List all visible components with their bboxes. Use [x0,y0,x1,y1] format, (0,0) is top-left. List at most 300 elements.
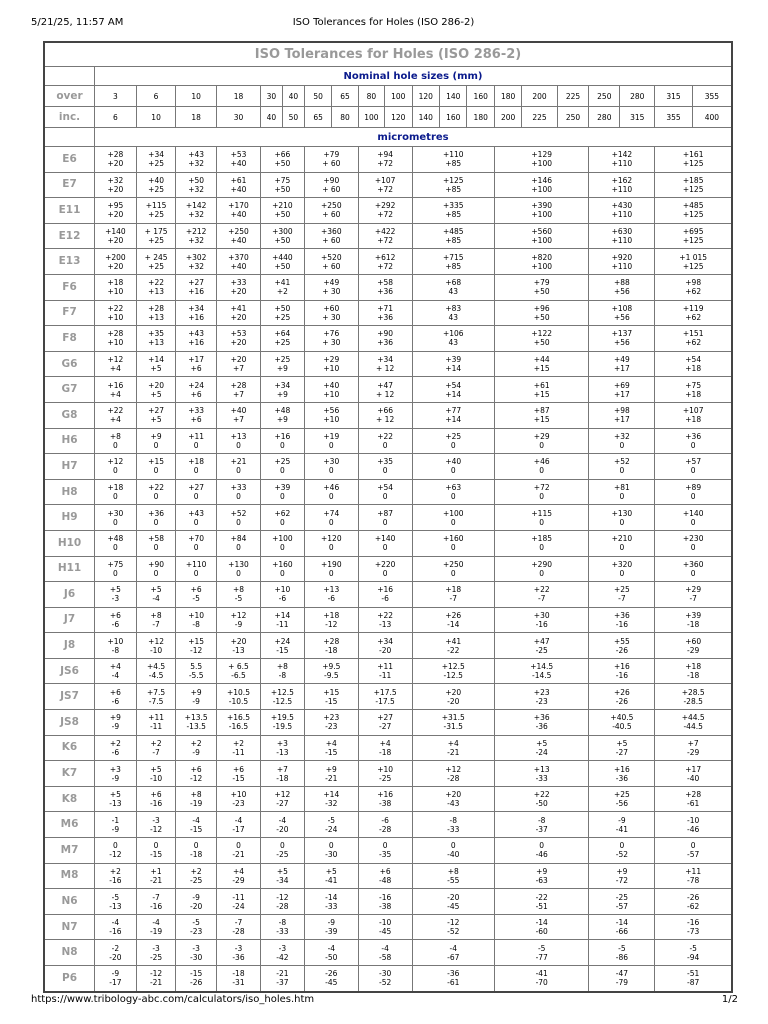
upper-deviation: -16 [379,892,392,902]
tolerance-cell [95,658,137,684]
lower-deviation: 0 [113,466,118,476]
tolerance-cell [655,889,732,915]
tolerance-cell [655,505,732,531]
tolerance-cell [260,249,304,275]
table-row [44,326,732,352]
upper-deviation: +18 [107,483,124,493]
upper-deviation: +33 [230,483,247,493]
over-size-cell: 80 [358,86,384,107]
lower-deviation: 0 [619,568,625,578]
lower-deviation: +125 [682,159,704,169]
lower-deviation: -17.5 [375,696,395,706]
upper-deviation: +140 [105,227,126,237]
lower-deviation: 0 [113,543,118,553]
tolerance-cell [136,940,176,966]
upper-deviation: +185 [682,175,704,185]
lower-deviation: -33 [276,927,289,937]
lower-deviation: -50 [535,799,548,809]
upper-deviation: +4 [379,738,391,748]
tolerance-cell [304,582,358,608]
print-datetime: 5/21/25, 11:57 AM [31,17,124,28]
lower-deviation: 0 [619,492,625,502]
tolerance-cell [217,505,261,531]
tolerance-cell [304,223,358,249]
lower-deviation: -9 [111,824,120,834]
upper-deviation: 0 [193,841,199,851]
lower-deviation: +6 [190,389,202,399]
tolerance-cell [304,838,358,864]
tolerance-cell [260,505,304,531]
lower-deviation: +10 [107,287,124,297]
tolerance-cell [217,735,261,761]
tolerance-grade: H8 [44,479,95,505]
lower-deviation: -52 [447,927,460,937]
tolerance-grade: JS7 [44,684,95,710]
tolerance-cell [412,326,494,352]
lower-deviation: -13 [276,747,289,757]
upper-deviation: +40.5 [610,713,634,723]
upper-deviation: +28 [230,380,247,390]
upper-deviation: +130 [611,508,633,518]
lower-deviation: -29 [687,645,700,655]
tolerance-cell [176,786,217,812]
upper-deviation: +2 [232,738,244,748]
upper-deviation: +485 [682,201,704,211]
lower-deviation: -4.5 [148,671,164,681]
tolerance-cell [176,326,217,352]
tolerance-cell [494,863,588,889]
tolerance-cell [304,607,358,633]
tolerance-cell [176,889,217,915]
upper-deviation: +12 [107,457,124,467]
lower-deviation: -6 [111,747,120,757]
tolerance-cell [358,249,412,275]
tolerance-cell [95,249,137,275]
tolerance-cell [217,147,261,173]
lower-deviation: -8 [111,645,120,655]
tolerance-cell [176,479,217,505]
lower-deviation: 0 [450,440,456,450]
upper-deviation: +18 [685,662,702,672]
lower-deviation: 0 [690,466,696,476]
upper-deviation: +250 [442,559,464,569]
tolerance-cell [217,786,261,812]
lower-deviation: +125 [682,261,704,271]
upper-deviation: +4.5 [146,662,166,672]
tolerance-cell [217,249,261,275]
table-row [44,710,732,736]
lower-deviation: -45 [325,978,338,988]
lower-deviation: +20 [107,159,124,169]
lower-deviation: 0 [619,543,625,553]
upper-deviation: -1 [111,815,120,825]
lower-deviation: +20 [230,312,247,322]
upper-deviation: +47 [533,636,550,646]
tolerance-cell [136,889,176,915]
tolerance-cell [176,940,217,966]
lower-deviation: -61 [447,978,460,988]
tolerance-cell [136,479,176,505]
tolerance-cell [217,658,261,684]
tolerance-cell [494,761,588,787]
lower-deviation: 0 [328,568,334,578]
upper-deviation: -14 [535,918,548,928]
tolerance-cell [95,147,137,173]
tolerance-cell [95,607,137,633]
tolerance-cell [412,914,494,940]
tolerance-cell [304,966,358,992]
lower-deviation: +72 [377,261,394,271]
upper-deviation: +95 [107,201,124,211]
lower-deviation: -36 [232,952,245,962]
table-row [44,684,732,710]
inc-label: inc. [44,107,95,128]
upper-deviation: +22 [533,790,550,800]
tolerance-cell [95,172,137,198]
tolerance-cell [589,684,655,710]
lower-deviation: -73 [687,927,700,937]
lower-deviation: -46 [687,824,700,834]
tolerance-grade: M6 [44,812,95,838]
lower-deviation: -16.5 [228,722,249,732]
upper-deviation: +58 [377,278,394,288]
upper-deviation: +7.5 [146,687,166,697]
over-size-cell: 10 [176,86,217,107]
upper-deviation: +210 [611,534,633,544]
upper-deviation: +13.5 [184,713,208,723]
upper-deviation: +30 [107,508,124,518]
tolerance-cell [136,428,176,454]
lower-deviation: -32 [325,799,338,809]
tolerance-cell [358,198,412,224]
tolerance-cell [412,198,494,224]
upper-deviation: -47 [615,969,629,979]
lower-deviation: -20 [109,952,122,962]
lower-deviation: +56 [613,287,630,297]
lower-deviation: -4 [152,594,160,604]
upper-deviation: +66 [377,406,394,416]
upper-deviation: +560 [531,227,552,237]
tolerance-cell [589,147,655,173]
upper-deviation: +5 [109,585,121,595]
tolerance-cell [412,428,494,454]
table-row [44,351,732,377]
upper-deviation: -4 [449,943,457,953]
lower-deviation: -33 [325,901,338,911]
upper-deviation: -4 [327,943,336,953]
tolerance-cell [412,684,494,710]
tolerance-cell [95,377,137,403]
upper-deviation: +162 [611,175,633,185]
lower-deviation: -19.5 [272,722,293,732]
tolerance-cell [304,710,358,736]
upper-deviation: +20 [445,687,462,697]
tolerance-cell [412,582,494,608]
upper-deviation: +130 [228,559,249,569]
upper-deviation: +53 [230,150,247,160]
tolerance-grade: M7 [44,838,95,864]
lower-deviation: -57 [615,901,629,911]
upper-deviation: +485 [442,227,464,237]
tolerance-cell [95,274,137,300]
upper-deviation: +22 [377,610,394,620]
lower-deviation: +18 [685,415,702,425]
table-row [44,863,732,889]
tolerance-cell [304,684,358,710]
upper-deviation: +52 [230,508,247,518]
tolerance-cell [95,198,137,224]
inc-size-cell: 400 [692,107,732,128]
upper-deviation: +212 [185,227,207,237]
tolerance-cell [655,812,732,838]
tolerance-cell [358,428,412,454]
lower-deviation: -35 [379,850,392,860]
lower-deviation: + 30 [322,338,341,348]
tolerance-cell [95,326,137,352]
table-row [44,940,732,966]
table-row [44,172,732,198]
upper-deviation: +13 [230,431,247,441]
upper-deviation: +83 [445,303,462,313]
lower-deviation: -6 [111,619,120,629]
lower-deviation: -48 [379,875,392,885]
tolerance-cell [494,582,588,608]
lower-deviation: +20 [230,287,247,297]
lower-deviation: +32 [188,236,205,246]
tolerance-grade: G7 [44,377,95,403]
upper-deviation: +88 [613,278,630,288]
lower-deviation: +110 [611,184,633,194]
lower-deviation: 0 [280,517,285,527]
lower-deviation: +50 [533,312,550,322]
tolerance-cell [136,505,176,531]
upper-deviation: +9 [190,687,202,697]
tolerance-grade: H6 [44,428,95,454]
tolerance-cell [494,198,588,224]
over-size-cell: 3 [95,86,137,107]
tolerance-cell [260,402,304,428]
tolerance-cell [217,710,261,736]
upper-deviation: +6 [109,610,121,620]
tolerance-cell [95,582,137,608]
lower-deviation: +4 [109,389,121,399]
lower-deviation: -24 [232,901,245,911]
tolerance-cell [589,479,655,505]
tolerance-cell [412,940,494,966]
lower-deviation: -13 [232,645,245,655]
lower-deviation: -24 [325,824,338,834]
upper-deviation: +520 [321,252,342,262]
inc-size-cell: 315 [620,107,655,128]
lower-deviation: -12 [190,645,203,655]
lower-deviation: -23 [232,799,245,809]
tolerance-cell [494,889,588,915]
lower-deviation: +14 [445,364,462,374]
upper-deviation: +5 [325,866,337,876]
lower-deviation: 0 [539,568,545,578]
tolerance-cell [358,223,412,249]
tolerance-cell [494,530,588,556]
tolerance-cell [358,812,412,838]
over-size-cell: 225 [557,86,589,107]
upper-deviation: +44.5 [681,713,705,723]
tolerance-cell [358,454,412,480]
lower-deviation: -15 [276,645,289,655]
upper-deviation: -4 [111,918,120,928]
lower-deviation: -28 [232,927,245,937]
tolerance-grade: F6 [44,274,95,300]
upper-deviation: +26 [445,610,462,620]
tolerance-cell [655,172,732,198]
upper-deviation: +440 [272,252,293,262]
upper-deviation: +18 [445,585,462,595]
lower-deviation: 0 [619,517,625,527]
upper-deviation: -5 [192,918,200,928]
lower-deviation: +85 [445,210,462,220]
tolerance-cell [176,274,217,300]
upper-deviation: -4 [381,943,389,953]
upper-deviation: +20 [230,636,247,646]
lower-deviation: 0 [328,466,334,476]
lower-deviation: -16 [615,671,629,681]
lower-deviation: 0 [382,568,388,578]
lower-deviation: -41 [615,824,629,834]
tolerance-cell [260,428,304,454]
lower-deviation: +5 [150,389,162,399]
iso-tolerance-table [43,41,733,993]
tolerance-cell [412,402,494,428]
tolerance-cell [412,172,494,198]
tolerance-cell [260,940,304,966]
lower-deviation: -9 [192,747,200,757]
lower-deviation: -28 [379,824,392,834]
upper-deviation: +370 [228,252,249,262]
upper-deviation: +33 [230,278,247,288]
inc-size-cell: 160 [440,107,467,128]
lower-deviation: +110 [611,236,633,246]
upper-deviation: +100 [442,508,464,518]
upper-deviation: 0 [280,841,285,851]
tolerance-cell [655,428,732,454]
tolerance-cell [136,377,176,403]
upper-deviation: +5 [616,738,628,748]
lower-deviation: 0 [236,568,241,578]
upper-deviation: +107 [374,175,396,185]
upper-deviation: +4 [325,738,337,748]
table-row [44,761,732,787]
upper-deviation: +61 [533,380,550,390]
tolerance-cell [358,786,412,812]
tolerance-cell [260,889,304,915]
lower-deviation: 0 [382,440,388,450]
tolerance-cell [655,351,732,377]
upper-deviation: +20 [445,790,462,800]
upper-deviation: +12 [274,790,291,800]
lower-deviation: -29 [232,875,245,885]
tolerance-cell [589,607,655,633]
lower-deviation: +32 [188,184,205,194]
upper-deviation: +21 [230,457,247,467]
upper-deviation: +320 [611,559,633,569]
lower-deviation: 0 [153,440,159,450]
tolerance-cell [304,658,358,684]
tolerance-cell [217,198,261,224]
tolerance-cell [358,556,412,582]
upper-deviation: +75 [274,175,291,185]
upper-deviation: +12 [148,636,164,646]
lower-deviation: -16 [615,619,629,629]
lower-deviation: -10.5 [228,696,249,706]
tolerance-cell [260,761,304,787]
tolerance-cell [95,402,137,428]
tolerance-cell [358,607,412,633]
tolerance-cell [217,223,261,249]
tolerance-cell [358,684,412,710]
upper-deviation: +44 [533,355,550,365]
tolerance-cell [494,454,588,480]
tolerance-cell [176,351,217,377]
lower-deviation: -7 [152,747,160,757]
upper-deviation: +19 [323,431,340,441]
tolerance-cell [589,838,655,864]
table-row [44,582,732,608]
upper-deviation: +14.5 [530,662,554,672]
upper-deviation: + 6.5 [228,662,249,672]
upper-deviation: +36 [533,713,550,723]
tolerance-cell [412,530,494,556]
tolerance-cell [589,505,655,531]
tolerance-cell [358,582,412,608]
lower-deviation: -56 [615,799,629,809]
lower-deviation: -40.5 [612,722,632,732]
tolerance-cell [494,326,588,352]
tolerance-cell [589,633,655,659]
tolerance-cell [655,863,732,889]
lower-deviation: -63 [535,875,548,885]
tolerance-cell [260,582,304,608]
upper-deviation: -7 [152,892,160,902]
tolerance-cell [176,914,217,940]
over-size-cell: 40 [282,86,304,107]
upper-deviation: -5 [618,943,626,953]
tolerance-cell [304,402,358,428]
tolerance-cell [260,479,304,505]
lower-deviation: -10 [149,645,163,655]
lower-deviation: 0 [328,517,334,527]
upper-deviation: +8 [109,431,121,441]
lower-deviation: + 60 [322,261,341,271]
lower-deviation: -21 [447,747,460,757]
lower-deviation: 0 [113,568,118,578]
tolerance-cell [260,326,304,352]
tolerance-cell [358,172,412,198]
tolerance-cell [412,786,494,812]
upper-deviation: -10 [687,815,700,825]
lower-deviation: 0 [450,543,456,553]
upper-deviation: +4 [109,662,121,672]
tolerance-cell [304,172,358,198]
tolerance-grade: H11 [44,556,95,582]
upper-deviation: +335 [442,201,464,211]
lower-deviation: -13 [109,901,122,911]
lower-deviation: -7 [618,594,626,604]
lower-deviation: -19 [190,799,203,809]
lower-deviation: 0 [236,543,241,553]
tolerance-cell [304,454,358,480]
upper-deviation: +61 [230,175,247,185]
lower-deviation: -52 [615,850,629,860]
upper-deviation: -18 [232,969,245,979]
